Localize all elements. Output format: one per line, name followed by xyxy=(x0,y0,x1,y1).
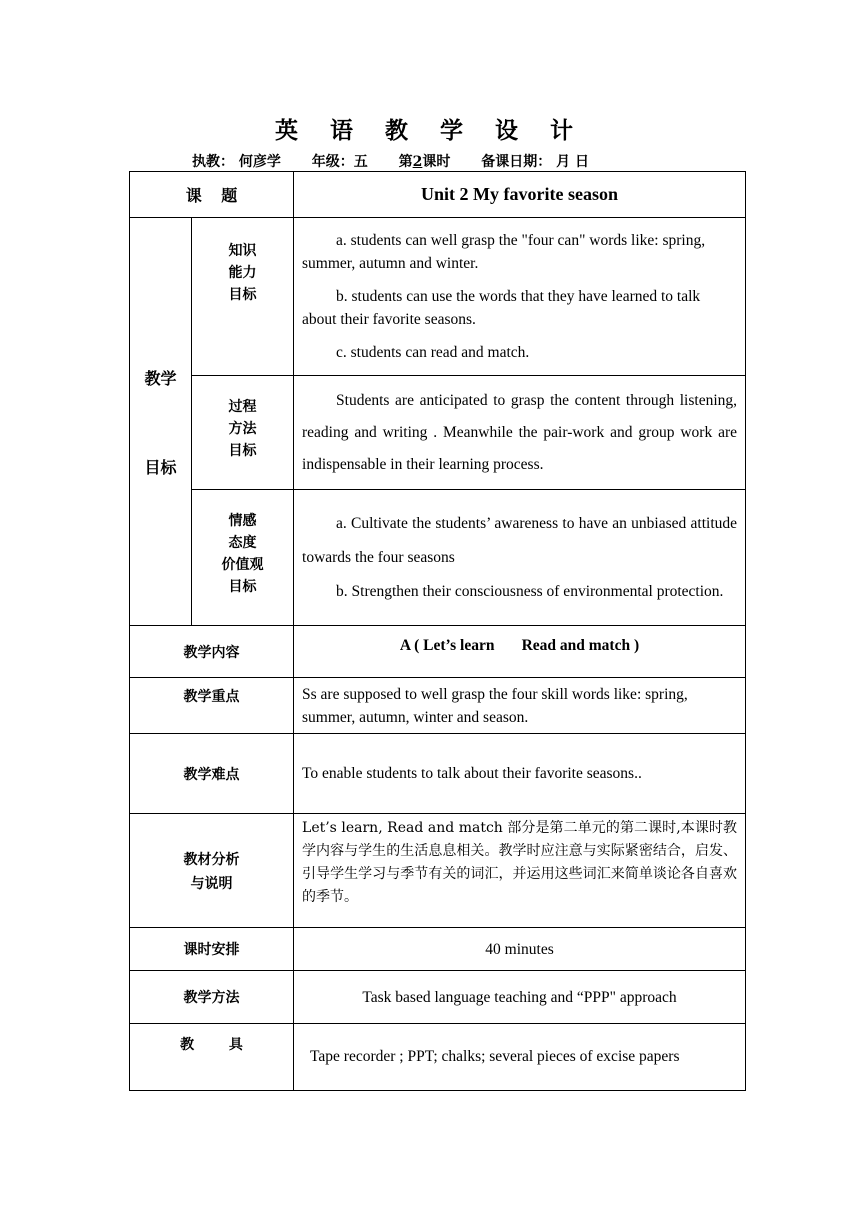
emotion-goal-item: a. Cultivate the students’ awareness to have an unbiased attitude towards the four seasons xyxy=(302,514,738,566)
grade-field: 年级：五 xyxy=(311,154,368,170)
schedule-value: 40 minutes xyxy=(294,928,746,971)
row-topic xyxy=(130,172,746,218)
analysis-value: Let’s learn, Read and match 部分是第二单元的第二课时,本课时教学内容与学生的生活息息相关。教学时应注意与实际紧密结合，启发、引导学生学习与季节有关的词汇，并运用这些词汇来简单谈论各自喜欢的季节。 xyxy=(294,814,746,928)
method-label: 教学方法 xyxy=(130,971,294,1024)
row-content xyxy=(130,626,746,678)
schedule-label: 课时安排 xyxy=(130,928,294,971)
emotion-goals xyxy=(294,490,746,626)
content-value: A ( Let’s learn Read and match ) xyxy=(294,626,746,678)
row-goals-knowledge xyxy=(130,218,746,376)
topic-label: 课 题 xyxy=(130,172,294,218)
goals-label xyxy=(130,218,192,626)
lesson-field: 第2课时 xyxy=(398,154,451,170)
row-tools xyxy=(130,1024,746,1091)
knowledge-goal-item: a. students can well grasp the "four can" words like: spring, summer, autumn and winter. xyxy=(302,232,706,272)
knowledge-goal-item: c. students can read and match. xyxy=(336,344,530,361)
knowledge-goal-item: b. students can use the words that they have learned to talk about their favorite seasons. xyxy=(302,288,701,328)
lesson-meta xyxy=(192,151,615,171)
lesson-plan-table xyxy=(129,171,746,1091)
difficulty-value: To enable students to talk about their favorite seasons.. xyxy=(294,734,746,814)
key-points-label: 教学重点 xyxy=(130,678,294,734)
knowledge-label: 知识 能力 目标 xyxy=(192,218,294,376)
prep-date-field: 备课日期： 月 日 xyxy=(481,154,589,170)
row-goals-emotion xyxy=(130,490,746,626)
method-value: Task based language teaching and “PPP" approach xyxy=(294,971,746,1024)
row-schedule xyxy=(130,928,746,971)
process-label: 过程 方法 目标 xyxy=(192,376,294,490)
content-label: 教学内容 xyxy=(130,626,294,678)
row-analysis xyxy=(130,814,746,928)
process-goals xyxy=(294,376,746,490)
emotion-goal-item: b. Strengthen their consciousness of environmental protection. xyxy=(336,582,724,600)
tools-label: 教 具 xyxy=(130,1024,294,1091)
knowledge-goals xyxy=(294,218,746,376)
emotion-label: 情感 态度 价值观 目标 xyxy=(192,490,294,626)
goals-label-bottom: 目标 xyxy=(144,457,177,477)
process-goal-text: Students are anticipated to grasp the content through listening, reading and writing . Meanwhile the pair-work and group work are indispensable in their learning process. xyxy=(302,391,738,473)
difficulty-label: 教学难点 xyxy=(130,734,294,814)
row-key-points xyxy=(130,678,746,734)
key-points-value: Ss are supposed to well grasp the four skill words like: spring, summer, autumn, winter and season. xyxy=(294,678,746,734)
teacher-field: 执教： 何彦学 xyxy=(192,154,281,170)
goals-label-top: 教学 xyxy=(144,368,177,388)
row-method xyxy=(130,971,746,1024)
lesson-number: 2 xyxy=(412,154,423,170)
document-title: 英 语 教 学 设 计 xyxy=(274,117,586,144)
topic-value: Unit 2 My favorite season xyxy=(294,172,746,218)
tools-value: Tape recorder ; PPT; chalks; several pieces of excise papers xyxy=(294,1024,746,1091)
analysis-label: 教材分析 与说明 xyxy=(130,814,294,928)
row-difficulty xyxy=(130,734,746,814)
row-goals-process xyxy=(130,376,746,490)
